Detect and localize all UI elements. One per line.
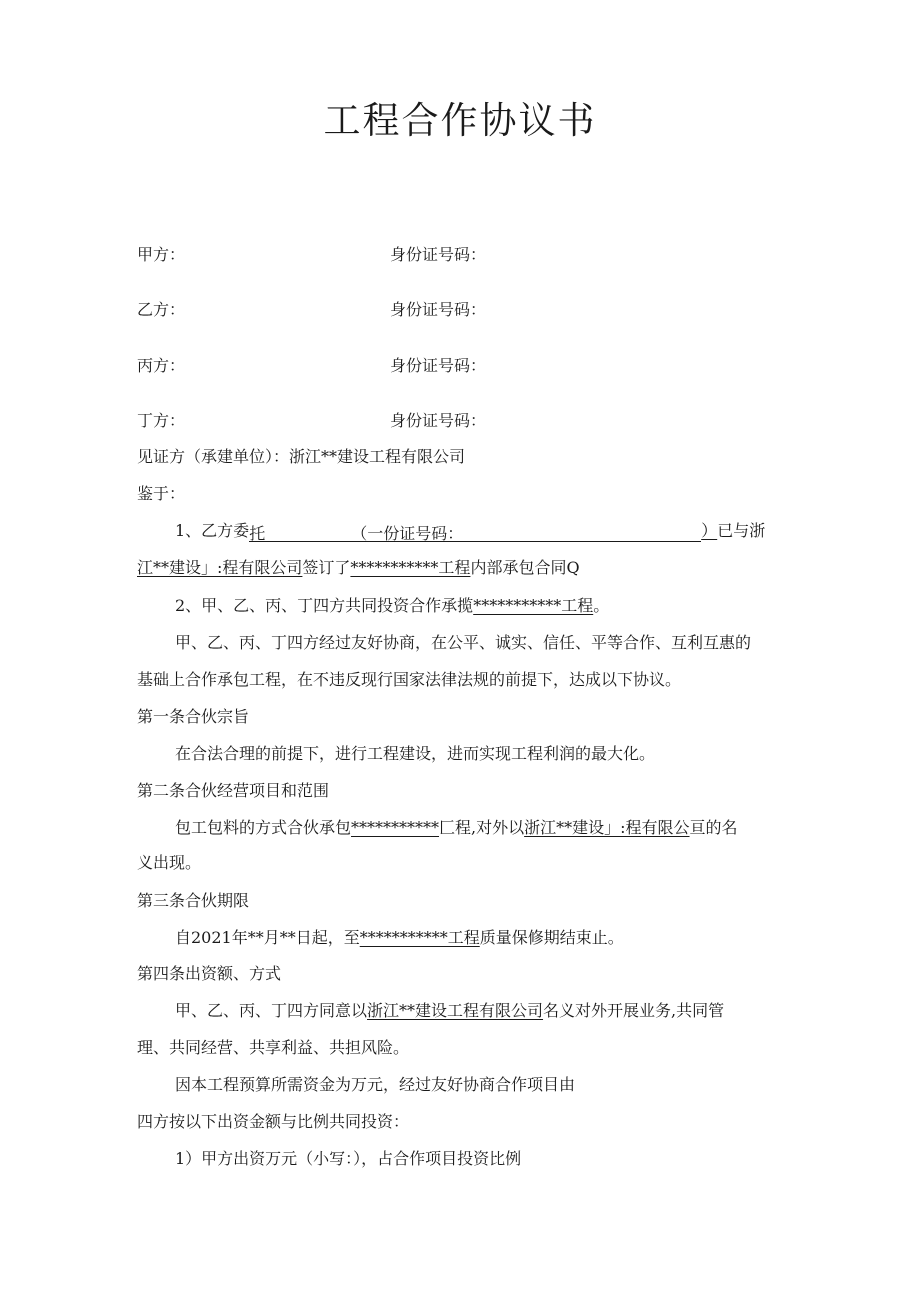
article-4-p1-line2: 理、共同经营、共享利益、共担风险。 [137,1038,410,1057]
item1-entrust-blank: 托 [249,523,351,542]
article-1-heading: 第一条合伙宗旨 [137,707,250,726]
art2-company: 浙江**建设」:程有限公 [524,818,690,837]
party-b-label: 乙方： [137,300,186,319]
art2-middle: 匚程,对外以 [439,818,525,837]
whereas-item-2 [175,595,609,617]
party-d-label: 丁方： [137,411,186,430]
party-c-id-label: 身份证号码： [390,356,487,375]
item2-project: ***********工程 [473,596,594,615]
article-1-body: 在合法合理的前提下，进行工程建设，进而实现工程利润的最大化。 [175,744,656,763]
art3-project: ***********工程 [359,928,480,947]
item1-contract: 内部承包合同Q [470,558,580,577]
witness-line: 见证方（承建单位）：浙江**建设工程有限公司 [137,447,466,466]
party-a-label: 甲方： [137,245,186,264]
article-4-item-1: 1）甲方出资万元（小写：），占合作项目投资比例 [175,1149,522,1168]
art2-prefix: 包工包料的方式合伙承包 [175,818,352,837]
article-2-body-line2: 义出现。 [137,853,202,872]
article-3-heading: 第三条合伙期限 [137,891,250,910]
article-4-p1-line1 [175,1000,724,1022]
item1-prefix: 1、乙方委 [175,521,250,540]
article-4-p2-line2: 四方按以下出资金额与比例共同投资： [137,1112,410,1131]
art3-prefix: 自2021年**月**日起，至 [175,928,360,947]
article-4-heading: 第四条出资额、方式 [137,964,282,983]
article-2-body-line1 [175,817,738,839]
art2-project: *********** [351,818,440,837]
article-3-body [175,927,624,949]
party-a-id-label: 身份证号码： [390,245,487,264]
art4-p1-prefix: 甲、乙、丙、丁四方同意以 [175,1001,368,1020]
party-b-id-label: 身份证号码： [390,300,487,319]
article-2-heading: 第二条合伙经营项目和范围 [137,781,330,800]
whereas-item-1-line2 [137,557,580,579]
whereas-item-1-line1 [175,520,765,542]
article-4-p2-line1: 因本工程预算所需资金为万元，经过友好协商合作项目由 [175,1075,576,1094]
item2-suffix: 。 [593,596,610,615]
art4-p1-company: 浙江**建设工程有限公司 [367,1001,544,1020]
art2-suffix: 亘的名 [689,818,738,837]
party-d-id-label: 身份证号码： [390,411,487,430]
item2-prefix: 2、甲、乙、丙、丁四方共同投资合作承揽 [175,596,474,615]
art3-suffix: 质量保修期结束止。 [479,928,624,947]
art4-p1-suffix: 名义对外开展业务,共同管 [543,1001,725,1020]
item1-project: ***********工程 [350,558,471,577]
item1-tail: 已与浙 [717,521,766,540]
document-title: 工程合作协议书 [323,99,597,142]
item1-close-paren: ） [701,521,718,540]
item1-signed: 签订了 [302,558,351,577]
intro-line-2: 基础上合作承包工程，在不违反现行国家法律法规的前提下，达成以下协议。 [137,670,682,689]
item1-id-blank: （一份证号码： [351,523,701,542]
whereas-label: 鉴于： [137,484,186,503]
intro-line-1: 甲、乙、丙、丁四方经过友好协商，在公平、诚实、信任、平等合作、互利互惠的 [175,633,752,652]
item1-company: 江**建设」:程有限公司 [137,558,303,577]
party-c-label: 丙方： [137,356,186,375]
